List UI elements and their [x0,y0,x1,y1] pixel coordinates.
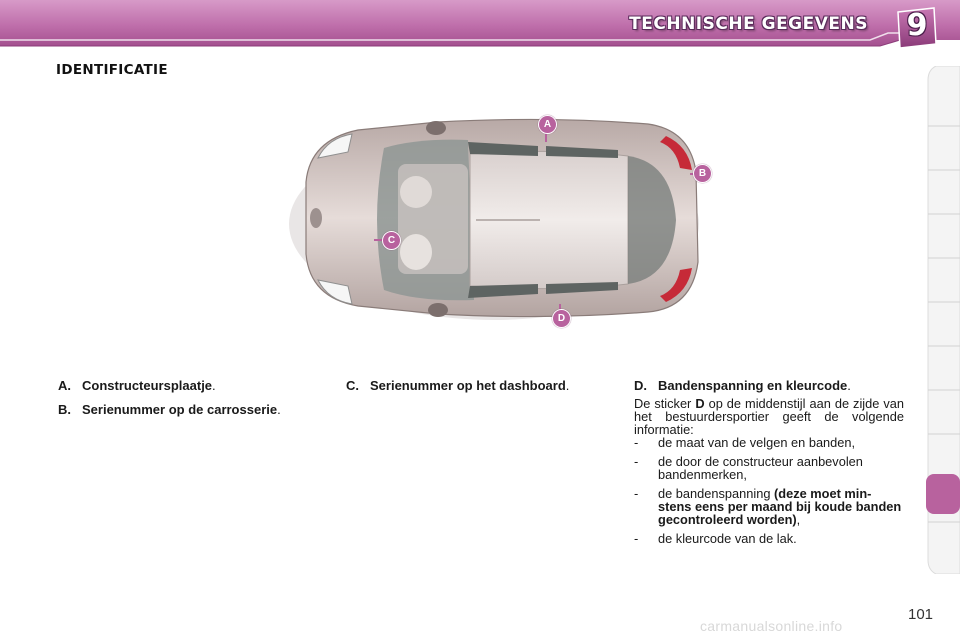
car-illustration [288,112,708,327]
legend-column-3 [634,378,904,551]
callout-c-badge: C [382,231,401,250]
bullet-text-plain: de bandenspanning [658,486,771,501]
chapter-tabs [926,66,960,574]
legend-item-d [634,378,904,393]
bullet-text-bold: (deze moet min-stens eens per maand bij koude banden gecontroleerd worden) [658,486,902,527]
callout-a-badge: A [538,115,557,134]
legend-label: Serienummer op de carrosserie [82,402,278,417]
legend-label: Bandenspanning en kleurcode [658,378,848,393]
legend-letter: D. [634,378,647,393]
list-item [634,436,904,449]
page-number: 101 [908,606,934,623]
legend-letter: B. [58,402,71,417]
legend-item-c [346,378,616,393]
bullet-text: de kleurcode van de lak. [658,531,797,546]
car-top-view-figure [288,112,708,327]
callout-d-badge: D [552,309,571,328]
list-item [634,455,904,481]
legend-column-1 [58,378,318,426]
sticker-description [634,397,904,436]
legend-item-b [58,402,318,417]
sticker-letter: D [695,396,705,411]
bullet-suffix: , [796,512,801,527]
sticker-text-start: De sticker [634,396,692,411]
bullet-dash: - [634,486,639,501]
list-item [634,487,904,526]
bullet-text: de door de constructeur aanbevolen bandenmerken, [658,454,863,482]
chapter-tabs-graphic [926,66,960,574]
legend-label: Serienummer op het dashboard [370,378,566,393]
legend-suffix: . [212,378,216,393]
section-title: IDENTIFICATIE [56,62,168,78]
bullet-text [658,487,904,526]
active-chapter-tab[interactable] [926,474,960,514]
info-bullet-list [634,436,904,545]
callout-b-badge: B [693,164,712,183]
legend-letter: A. [58,378,71,393]
list-item [634,532,904,545]
legend-column-2 [346,378,616,402]
chapter-header [0,0,960,48]
legend-label: Constructeursplaatje [82,378,213,393]
legend-suffix: . [277,402,281,417]
chapter-number-badge: 9 [906,8,928,43]
chapter-title: TECHNISCHE GEGEVENS [629,14,868,34]
bullet-dash: - [634,531,639,546]
sticker-text-rest: op de middenstijl aan de zijde van het bestuurdersportier geeft de volgende informatie: [634,396,904,437]
legend-suffix: . [847,378,851,393]
bullet-dash: - [634,454,639,469]
legend-item-a [58,378,318,393]
legend-suffix: . [565,378,570,393]
bullet-dash: - [634,435,639,450]
legend-letter: C. [346,378,359,393]
watermark: carmanualsonline.info [700,618,843,634]
bullet-text: de maat van de velgen en banden, [658,435,856,450]
